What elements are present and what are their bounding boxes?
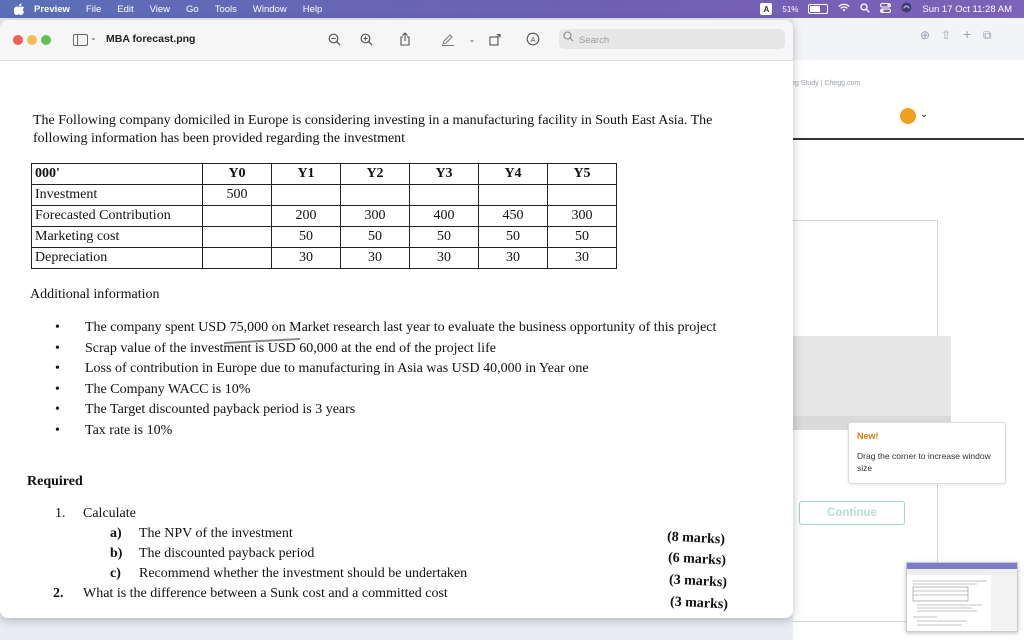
browser-tab-title[interactable]: ıg Study | Chegg.com — [793, 80, 861, 87]
table-cell: Depreciation — [32, 248, 203, 269]
share-icon[interactable]: ⇧ — [941, 28, 952, 42]
menu-app-name[interactable]: Preview — [34, 3, 70, 15]
window-title: MBA forecast.png — [106, 33, 196, 45]
list-item: • Tax rate is 10% — [55, 421, 755, 442]
table-cell — [203, 206, 272, 227]
intro-paragraph: The Following company domiciled in Europe is considering investing in a manufacturing facility in South East Asia. The following information has been provided regarding the investment — [33, 113, 713, 146]
menu-help[interactable]: Help — [302, 3, 323, 15]
menu-tools[interactable]: Tools — [214, 3, 237, 15]
table-cell: 30 — [341, 248, 410, 269]
share-icon[interactable] — [397, 31, 413, 47]
battery-percent: 51% — [782, 4, 799, 14]
marks-label: (3 marks) — [669, 594, 729, 613]
marks-label: (3 marks) — [668, 572, 728, 591]
control-center-icon[interactable] — [880, 3, 891, 16]
table-cell: Investment — [32, 185, 203, 206]
table-cell: 300 — [548, 206, 617, 227]
table-cell: 200 — [272, 206, 341, 227]
rotate-icon[interactable] — [487, 31, 503, 47]
browser-toolbar — [793, 18, 1024, 60]
info-bullet-list — [55, 318, 755, 441]
minimize-button[interactable] — [27, 35, 37, 45]
marks-label: (8 marks) — [666, 529, 726, 548]
search-field[interactable] — [559, 29, 785, 49]
chevron-down-icon[interactable]: ⌄ — [468, 34, 476, 44]
table-cell: 50 — [548, 227, 617, 248]
table-cell: 50 — [341, 227, 410, 248]
table-row — [32, 206, 617, 227]
apple-icon[interactable] — [12, 2, 26, 16]
additional-info-heading: Additional information — [30, 287, 160, 302]
input-source-badge[interactable]: A — [760, 3, 772, 15]
clock[interactable]: Sun 17 Oct 11:28 AM — [922, 3, 1012, 15]
table-cell: 50 — [479, 227, 548, 248]
table-cell: 50 — [272, 227, 341, 248]
table-header-cell: Y0 — [203, 164, 272, 185]
table-row — [32, 185, 617, 206]
investment-table — [31, 163, 617, 269]
table-cell: Forecasted Contribution — [32, 206, 203, 227]
table-row — [32, 227, 617, 248]
table-cell — [203, 227, 272, 248]
marks-label: (6 marks) — [667, 550, 727, 569]
subquestion-text: The discounted payback period — [139, 546, 315, 561]
table-cell: 300 — [341, 206, 410, 227]
zoom-in-icon[interactable] — [358, 31, 374, 47]
question-text: Calculate — [83, 506, 136, 521]
subquestion-label: c) — [110, 566, 121, 581]
list-item: • The company spent USD 75,000 on Market research last year to evaluate the business opportunity of this project — [55, 318, 755, 339]
close-button[interactable] — [13, 35, 23, 45]
menu-go[interactable]: Go — [186, 3, 199, 15]
list-item: • Scrap value of the investment is USD 60,000 at the end of the project life — [55, 339, 755, 360]
chevron-down-icon[interactable]: ⌄ — [920, 109, 929, 120]
menu-bar — [0, 0, 1024, 18]
menu-view[interactable]: View — [149, 3, 171, 15]
spotlight-icon[interactable] — [860, 3, 870, 16]
table-header-cell: Y5 — [548, 164, 617, 185]
list-item: • The Target discounted payback period is 3 years — [55, 400, 755, 421]
table-cell — [548, 185, 617, 206]
table-header-cell: Y4 — [479, 164, 548, 185]
table-cell: 400 — [410, 206, 479, 227]
subquestion-label: a) — [110, 526, 122, 541]
table-cell — [203, 248, 272, 269]
table-cell: 30 — [548, 248, 617, 269]
markup-pen-icon[interactable] — [440, 31, 456, 47]
avatar[interactable] — [900, 108, 916, 124]
question-number: 2. — [53, 586, 64, 601]
tooltip-title: New! — [857, 431, 879, 441]
chevron-down-icon[interactable]: ⌄ — [90, 33, 97, 42]
search-icon — [563, 31, 574, 45]
table-header-row — [32, 164, 617, 185]
table-header-cell: Y1 — [272, 164, 341, 185]
page-divider — [793, 138, 1024, 140]
subquestion-text: Recommend whether the investment should be undertaken — [139, 566, 468, 581]
continue-button[interactable]: Continue — [799, 501, 905, 525]
svg-text:A: A — [530, 35, 536, 44]
screenshot-thumbnail[interactable] — [906, 562, 1018, 632]
question-text: What is the difference between a Sunk cost and a committed cost — [83, 586, 448, 601]
table-cell — [410, 185, 479, 206]
table-cell: 30 — [410, 248, 479, 269]
table-cell — [272, 185, 341, 206]
menu-file[interactable]: File — [85, 3, 102, 15]
siri-icon[interactable] — [901, 2, 912, 16]
battery-level — [810, 6, 819, 12]
table-cell: 450 — [479, 206, 548, 227]
new-tab-icon[interactable]: + — [963, 26, 972, 42]
table-cell: 30 — [479, 248, 548, 269]
subquestion-text: The NPV of the investment — [139, 526, 293, 541]
zoom-out-icon[interactable] — [326, 31, 342, 47]
wifi-icon[interactable] — [838, 3, 850, 15]
table-row — [32, 248, 617, 269]
tab-overview-icon[interactable]: ⧉ — [983, 28, 992, 42]
sidebar-toggle-icon[interactable] — [73, 34, 88, 46]
battery-icon[interactable] — [808, 4, 828, 14]
new-feature-tooltip — [848, 422, 1006, 484]
table-header-cell: Y2 — [341, 164, 410, 185]
list-item: • Loss of contribution in Europe due to manufacturing in Asia was USD 40,000 in Year one — [55, 359, 755, 380]
question-number: 1. — [55, 506, 66, 521]
title-bar — [0, 20, 793, 61]
table-cell: Marketing cost — [32, 227, 203, 248]
download-icon[interactable]: ⊕ — [920, 28, 931, 42]
menu-edit[interactable]: Edit — [117, 3, 134, 15]
menu-window[interactable]: Window — [252, 3, 287, 15]
table-header-cell: 000' — [32, 164, 203, 185]
table-cell: 500 — [203, 185, 272, 206]
zoom-button[interactable] — [41, 35, 51, 45]
annotate-icon[interactable] — [525, 31, 541, 47]
table-cell — [341, 185, 410, 206]
panel-gray-area — [793, 336, 951, 416]
table-header-cell: Y3 — [410, 164, 479, 185]
search-input[interactable] — [577, 31, 781, 49]
table-cell: 50 — [410, 227, 479, 248]
status-area — [760, 0, 1012, 18]
required-heading: Required — [27, 474, 83, 489]
preview-window — [0, 20, 793, 618]
subquestion-label: b) — [110, 546, 123, 561]
tooltip-body: Drag the corner to increase window size — [857, 451, 991, 473]
list-item: • The Company WACC is 10% — [55, 380, 755, 401]
table-cell: 30 — [272, 248, 341, 269]
table-cell — [479, 185, 548, 206]
document-canvas — [0, 61, 793, 618]
